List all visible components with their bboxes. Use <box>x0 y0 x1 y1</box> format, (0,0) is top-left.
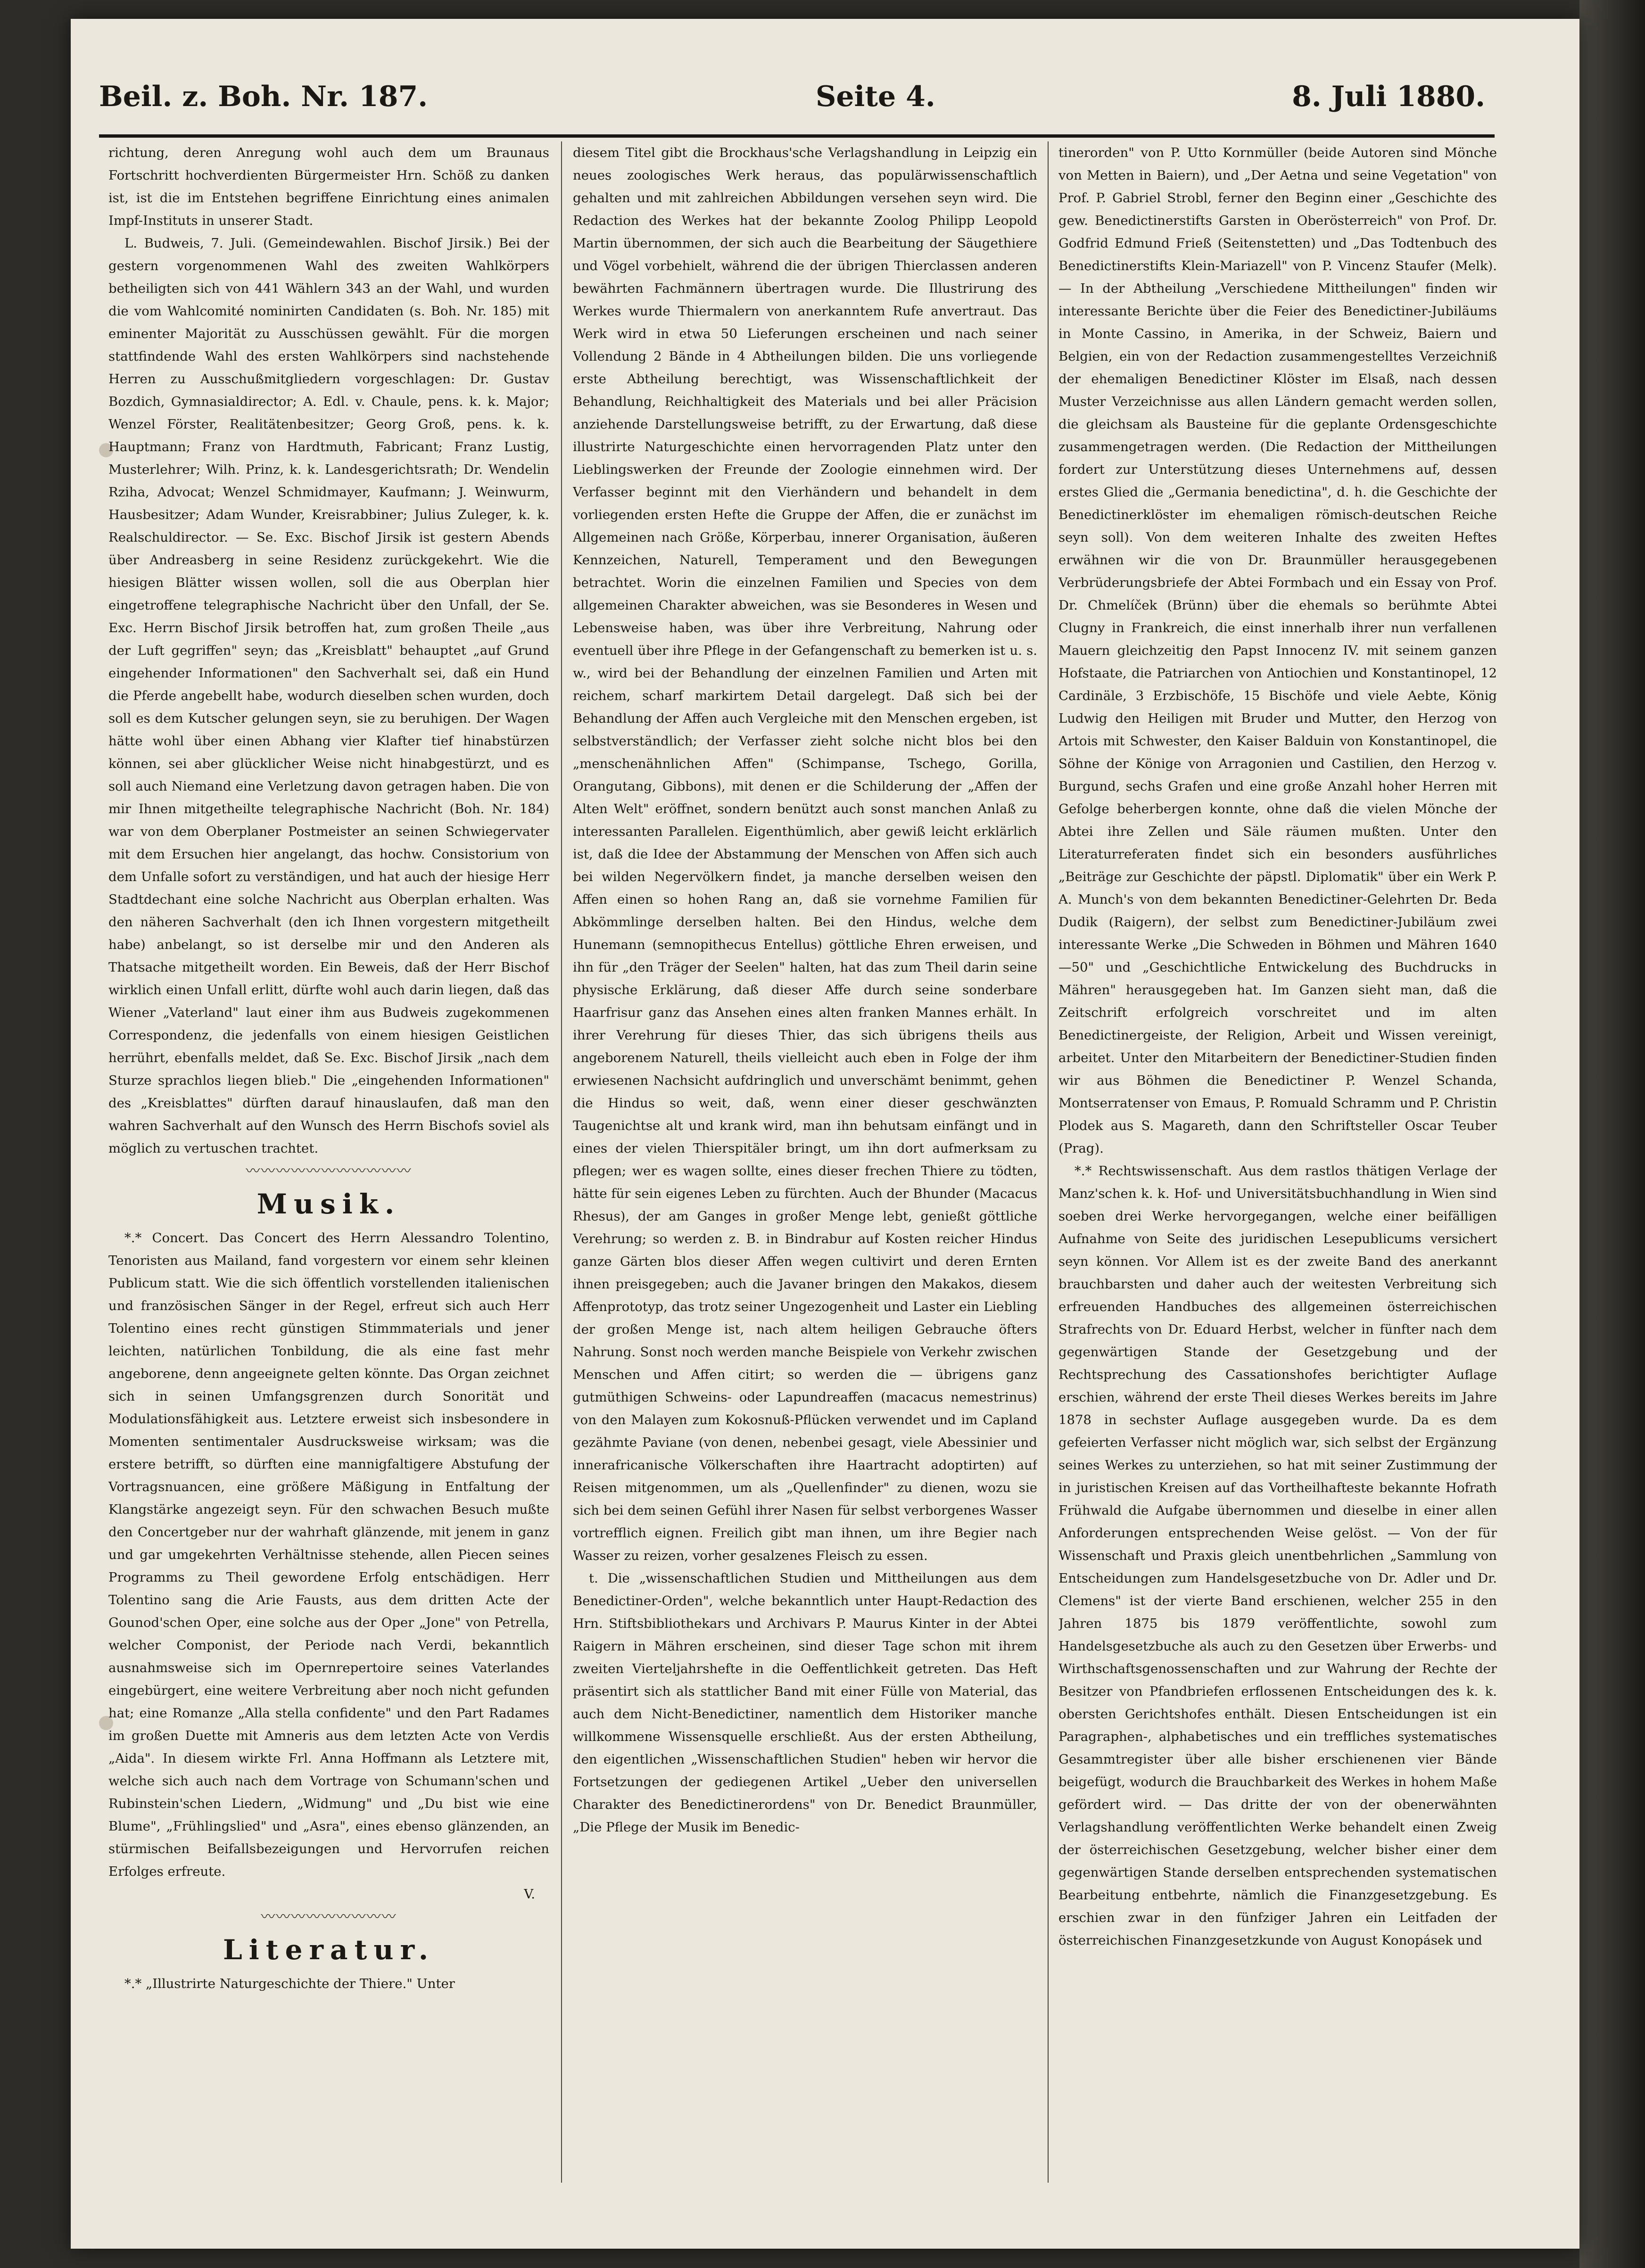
section-title-musik: Musik. <box>256 1188 401 1220</box>
section-title-literatur: Literatur. <box>223 1934 435 1966</box>
ornament-divider: 〰〰〰〰〰〰〰〰〰 <box>261 1909 397 1925</box>
article-concert: *.* Concert. Das Concert des Herrn Alessandro Tolentino, Tenoristen aus Mailand, fand vorgestern vor einem sehr kleinen Publicum statt. Wie die sich öffentlich vorstellenden italienischen und französischen Sänger in der Regel, erfreut sich auch Herr Tolentino eines recht günstigen Stimmmaterials und jener leichten, natürlichen Tonbildung, die als eine fast mehr angeborene, denn angeeignete gelten könnte. Das Organ zeichnet sich in seinen Umfangsgrenzen durch Sonorität und Modulationsfähigkeit aus. Letztere erweist sich insbesondere in Momenten sentimentaler Ausdrucksweise wirksam; was die erstere betrifft, so dürften eine mannigfaltigere Abstufung der Vortragsnuancen, eine größere Mäßigung in Entfaltung der Klangstärke angezeigt seyn. Für den schwachen Besuch mußte den Concertgeber nur der wahrhaft glänzende, mit jenem in ganz und gar umgekehrten Verhältnisse stehende, allen Piecen seines Programms zu Theil gewordene Erfolg entschädigen. Herr Tolentino sang die Arie Fausts, aus dem dritten Acte der Gounod'schen Oper, eine solche aus der Oper „Jone" von Petrella, welcher Componist, der Periode nach Verdi, bekanntlich ausnahmsweise sich im Opernrepertoire seines Vaterlandes eingebürgert, eine weitere Verbreitung aber noch nicht gefunden hat; eine Romanze „Alla stella confidente" und den Part Radames im großen Duette mit Amneris aus dem letzten Acte von Verdis „Aida". In diesem wirkte Frl. Anna Hoffmann als Letztere mit, welche sich auch nach dem Vortrage von Schumann'schen und Rubinstein'schen Liedern, „Widmung" und „Du bist wie eine Blume", „Frühlingslied" und „Asra", eines ebenso glänzenden, an stürmischen Beifallsbezeigungen und Hervorrufen reichen Erfolges erfreute. <box>108 1230 549 1879</box>
header-date: 8. Juli 1880. <box>1292 80 1485 113</box>
article-benedictiner-continued: tinerorden" von P. Utto Kornmüller (beide Autoren sind Mönche von Metten in Baiern), und „Der Aetna und seine Vegetation" von Prof. P. Gabriel Strobl, ferner den Beginn einer „Geschichte des gew. Benedictinerstifts Garsten in Oberösterreich" von Prof. Dr. Godfrid Edmund Frieß (Seitenstetten) und „Das Todtenbuch des Benedictinerstifts Klein-Mariazell" von P. Vincenz Staufer (Melk). — In der Abtheilung „Verschiedene Mittheilungen" finden wir interessante Berichte über die Feier des Benedictiner-Jubiläums in Monte Cassino, in Amerika, in der Schweiz, Baiern und Belgien, ein von der Redaction zusammengestelltes Verzeichniß der ehemaligen Benedictiner Klöster im Elsaß, nach dessen Muster Verzeichnisse aus allen Ländern gemacht werden sollen, die gleichsam als Bausteine für die geplante Ordensgeschichte zusammengetragen werden. (Die Redaction der Mittheilungen fordert zur Unterstützung dieses Unternehmens auf, dessen erstes Glied die „Germania benedictina", d. h. die Geschichte der Benedictinerklöster im ehemaligen römisch-deutschen Reiche seyn soll). Von dem weiteren Inhalte des zweiten Heftes erwähnen wir die von Dr. Braunmüller herausgegebenen Verbrüderungsbriefe der Abtei Formbach und ein Essay von Prof. Dr. Chmelíček (Brünn) über die ehemals so berühmte Abtei Clugny in Frankreich, die einst innerhalb ihrer nun verfallenen Mauern gleichzeitig den Papst Innocenz IV. mit seinem ganzen Hofstaate, die Patriarchen von Antiochien und Konstantinopel, 12 Cardinäle, 3 Erzbischöfe, 15 Bischöfe und viele Aebte, König Ludwig den Heiligen mit Bruder und Mutter, den Herzog von Artois mit Schwester, den Kaiser Balduin von Konstantinopel, die Söhne der Könige von Arragonien und Castilien, den Herzog v. Burgund, sechs Grafen und eine große Anzahl hoher Herren mit Gefolge beherbergen konnte, ohne daß die vielen Mönche der Abtei ihre Zellen und Säle räumen mußten. Unter den Literaturreferaten findet sich ein besonders ausführliches „Beiträge zur Geschichte der päpstl. Diplomatik" über ein Werk P. A. Munch's von dem bekannten Benedictiner-Gelehrten Dr. Beda Dudik (Raigern), der selbst zum Benedictiner-Jubiläum zwei interessante Werke „Die Schweden in Böhmen und Mähren 1640—50" und „Geschichtliche Entwickelung des Buchdrucks in Mähren" herausgegeben hat. Im Ganzen sieht man, daß die Zeitschrift erfolgreich vorschreitet und im alten Benedictinergeiste, der Religion, Arbeit und Wissen vereinigt, arbeitet. Unter den Mitarbeitern der Benedictiner-Studien finden wir aus Böhmen die Benedictiner P. Wenzel Schanda, Montserratenser von Emaus, P. Romuald Schramm und P. Christin Plodek aus S. Magareth, dann den Schriftsteller Oscar Teuber (Prag). <box>1058 145 1497 1156</box>
header-rule <box>99 134 1495 138</box>
column-1 <box>108 141 549 2183</box>
article-naturgeschichte: diesem Titel gibt die Brockhaus'sche Verlagshandlung in Leipzig ein neues zoologisches Werk heraus, das populärwissenschaftlich gehalten und mit zahlreichen Abbildungen versehen seyn wird. Die Redaction des Werkes hat der bekannte Zoolog Philipp Leopold Martin übernommen, der sich auch die Bearbeitung der Säugethiere und Vögel vorbehielt, während die der übrigen Thierclassen anderen bewährten Fachmännern übertragen wurde. Die Illustrirung des Werkes wurde Thiermalern von anerkanntem Rufe anvertraut. Das Werk wird in etwa 50 Lieferungen erscheinen und nach seiner Vollendung 2 Bände in 4 Abtheilungen bilden. Die uns vorliegende erste Abtheilung berechtigt, was Wissenschaftlichkeit der Behandlung, Reichhaltigkeit des Materials und bei aller Präcision anziehende Darstellungsweise betrifft, zu der Erwartung, daß diese illustrirte Naturgeschichte einen hervorragenden Platz unter den Lieblingswerken der Freunde der Zoologie einnehmen wird. Der Verfasser beginnt mit den Vierhändern und behandelt in dem vorliegenden ersten Hefte die Gruppe der Affen, die er zunächst im Allgemeinen nach Größe, Körperbau, innerer Organisation, äußeren Kennzeichen, Naturell, Temperament und den Bewegungen betrachtet. Worin die einzelnen Familien und Species von dem allgemeinen Charakter abweichen, was sie Besonderes in Wesen und Lebensweise haben, was über ihre Verbreitung, Nahrung oder eventuell über ihre Pflege in der Gefangenschaft zu bemerken ist u. s. w., wird bei der Behandlung der einzelnen Familien und Arten mit reichem, scharf markirtem Detail dargelegt. Daß sich bei der Behandlung der Affen auch Vergleiche mit den Menschen ergeben, ist selbstverständlich; der Verfasser zieht solche nicht blos bei den „menschenähnlichen Affen" (Schimpanse, Tschego, Gorilla, Orangutang, Gibbons), mit denen er die Schilderung der „Affen der Alten Welt" eröffnet, sondern benützt auch sonst manchen Anlaß zu interessanten Parallelen. Eigenthümlich, aber gewiß leicht erklärlich ist, daß die Idee der Abstammung der Menschen von Affen sich auch bei wilden Negervölkern findet, ja manche derselben weisen den Affen einen so hohen Rang an, daß sie vornehme Familien für Abkömmlinge derselben halten. Bei den Hindus, welche dem Hunemann (semnopithecus Entellus) göttliche Ehren erweisen, und ihn für „den Träger der Seelen" halten, hat das zum Theil darin seine physische Erklärung, daß dieser Affe durch seine sonderbare Haarfrisur ganz das Ansehen eines alten franken Mannes erhält. In ihrer Verehrung für dieses Thier, das sich übrigens theils aus angeborenem Naturell, theils vielleicht auch eben in Folge der ihm erwiesenen Nachsicht aufdringlich und unverschämt benimmt, gehen die Hindus so weit, daß, wenn einer dieser geschwänzten Taugenichtse alt und krank wird, man ihn behutsam einfängt und in eines der vielen Thierspitäler bringt, um ihn dort aufmerksam zu pflegen; wer es wagen sollte, eines dieser frechen Thiere zu tödten, hätte für sein eigenes Leben zu fürchten. Auch der Bhunder (Macacus Rhesus), der am Ganges in großer Menge lebt, genießt göttliche Verehrung; so werden z. B. in Bindrabur auf Kosten reicher Hindus ganze Gärten blos dieser Affen wegen cultivirt und deren Ernten ihnen preisgegeben; auch die Javaner bringen den Makakos, diesem Affenprototyp, das trotz seiner Ungezogenheit und Laster ein Liebling der großen Menge ist, nach altem heiligen Gebrauche öfters Nahrung. Sonst noch werden manche Beispiele von Verkehr zwischen Menschen und Affen citirt; so werden die — übrigens ganz gutmüthigen Schweins- oder Lapundreaffen (macacus nemestrinus) von den Malayen zum Kokosnuß-Pflücken verwendet und im Capland gezähmte Paviane (von denen, nebenbei gesagt, viele Abessinier und innerafricanische Völkerschaften ihre Haartracht adoptirten) auf Reisen mitgenommen, um als „Quellenfinder" zu dienen, wozu sie sich bei dem seinen Gefühl ihrer Nasen für selbst verborgenes Wasser vortrefflich eignen. Freilich gibt man ihnen, um ihre Begier nach Wasser zu reizen, vorher gesalzenes Fleisch zu essen. <box>573 145 1037 1563</box>
article-signoff: V. <box>524 1887 535 1902</box>
ornament-divider: 〰〰〰〰〰〰〰〰〰〰〰 <box>246 1163 412 1179</box>
article-naturgeschichte-start: *.* „Illustrirte Naturgeschichte der Thiere." Unter <box>124 1976 455 1991</box>
page-header <box>99 71 1485 123</box>
article-benedictiner-studien: t. Die „wissenschaftlichen Studien und Mittheilungen aus dem Benedictiner-Orden", welche bekanntlich unter Haupt-Redaction des Hrn. Stiftsbibliothekars und Archivars P. Maurus Kinter in der Abtei Raigern in Mähren erscheinen, sind dieser Tage schon mit ihrem zweiten Vierteljahrshefte in die Oeffentlichkeit getreten. Das Heft präsentirt sich als stattlicher Band mit einer Fülle von Material, das auch dem Nicht-Benedictiner, namentlich dem Historiker manche willkommene Wissensquelle erschließt. Aus der ersten Abtheilung, den eigentlichen „Wissenschaftlichen Studien" heben wir hervor die Fortsetzungen der gediegenen Artikel „Ueber den universellen Charakter des Benedictinerordens" von Dr. Benedict Braunmüller, „Die Pflege der Musik im Benedic- <box>573 1571 1037 1835</box>
header-issue: Beil. z. Boh. Nr. 187. <box>99 80 428 113</box>
page-edge-shadow <box>1579 0 1645 2268</box>
column-divider <box>1048 141 1049 2183</box>
article-paragraph: richtung, deren Anregung wohl auch dem um Braunaus Fortschritt hochverdienten Bürgermeister Hrn. Schöß zu danken ist, ist die im Entstehen begriffene Einrichtung eines animalen Impf-Instituts in unserer Stadt. <box>108 145 549 228</box>
column-2 <box>573 141 1037 2183</box>
article-budweis: L. Budweis, 7. Juli. (Gemeindewahlen. Bischof Jirsik.) Bei der gestern vorgenommenen Wahl des zweiten Wahlkörpers betheiligten sich von 441 Wählern 343 an der Wahl, und wurden die vom Wahlcomité nominirten Candidaten (s. Boh. Nr. 185) mit eminenter Majorität zu Ausschüssen gewählt. Für die morgen stattfindende Wahl des ersten Wahlkörpers sind nachstehende Herren zu Ausschußmitgliedern vorgeschlagen: Dr. Gustav Bozdich, Gymnasialdirector; A. Edl. v. Chaule, pens. k. k. Major; Wenzel Förster, Realitätenbesitzer; Georg Groß, pens. k. k. Hauptmann; Franz von Hardtmuth, Fabricant; Franz Lustig, Musterlehrer; Wilh. Prinz, k. k. Landesgerichtsrath; Dr. Wendelin Rziha, Advocat; Wenzel Schmidmayer, Kaufmann; J. Weinwurm, Hausbesitzer; Adam Wunder, Kreisrabbiner; Julius Zuleger, k. k. Realschuldirector. — Se. Exc. Bischof Jirsik ist gestern Abends über Andreasberg in seine Residenz zurückgekehrt. Wie die hiesigen Blätter wissen wollen, soll die aus Oberplan hier eingetroffene telegraphische Nachricht über den Unfall, der Se. Exc. Herrn Bischof Jirsik betroffen hat, zum großen Theile „aus der Luft gegriffen" seyn; das „Kreisblatt" behauptet „auf Grund eingehender Informationen" den Sachverhalt sei, daß ein Hund die Pferde angebellt habe, wodurch dieselben schen wurden, doch soll es dem Kutscher gelungen seyn, sie zu beruhigen. Der Wagen hätte wohl über einen Abhang vier Klafter tief hinabstürzen können, sei aber glücklicher Weise nicht hinabgestürzt, und es soll auch Niemand eine Verletzung davon getragen haben. Die von mir Ihnen mitgetheilte telegraphische Nachricht (Boh. Nr. 184) war von dem Oberplaner Postmeister an seinen Schwiegervater mit dem Ersuchen hier angelangt, das hochw. Consistorium von dem Unfalle sofort zu verständigen, und hat auch der hiesige Herr Stadtdechant eine solche Nachricht aus Oberplan erhalten. Was den näheren Sachverhalt (den ich Ihnen vorgestern mitgetheilt habe) anbelangt, so ist derselbe mir und den Anderen als Thatsache mitgetheilt worden. Ein Beweis, daß der Herr Bischof wirklich einen Unfall erlitt, dürfte wohl auch darin liegen, daß das Wiener „Vaterland" laut einer ihm aus Budweis zugekommenen Correspondenz, die jedenfalls von einem hiesigen Geistlichen herrührt, ebenfalls meldet, daß Se. Exc. Bischof Jirsik „nach dem Sturze sprachlos liegen blieb." Die „eingehenden Informationen" des „Kreisblattes" dürften darauf hinauslaufen, daß man den wahren Sachverhalt auf den Wunsch des Herrn Bischofs soviel als möglich zu vertuschen trachtet. <box>108 236 549 1156</box>
column-divider <box>561 141 562 2183</box>
column-3 <box>1058 141 1497 2183</box>
article-rechtswissenschaft: *.* Rechtswissenschaft. Aus dem rastlos thätigen Verlage der Manz'schen k. k. Hof- und Universitätsbuchhandlung in Wien sind soeben drei Werke hervorgegangen, welche einer beifälligen Aufnahme von Seite des juridischen Lesepublicums versichert seyn können. Vor Allem ist es der zweite Band des anerkannt brauchbarsten und daher auch der weitesten Verbreitung sich erfreuenden Handbuches des allgemeinen österreichischen Strafrechts von Dr. Eduard Herbst, welcher in fünfter nach dem gegenwärtigen Stande der Gesetzgebung und der Rechtsprechung des Cassationshofes berichtigter Auflage erschien, während der erste Theil dieses Werkes bereits im Jahre 1878 in sechster Auflage ausgegeben wurde. Da es dem gefeierten Verfasser nicht möglich war, sich selbst der Ergänzung seines Werkes zu unterziehen, so hat mit seiner Zustimmung der in juristischen Kreisen auf das Vortheilhafteste bekannte Hofrath Frühwald die Aufgabe übernommen und dieselbe in einer allen Anforderungen entsprechenden Weise gelöst. — Von der für Wissenschaft und Praxis gleich unentbehrlichen „Sammlung von Entscheidungen zum Handelsgesetzbuche von Dr. Adler und Dr. Clemens" ist der vierte Band erschienen, welcher 255 in den Jahren 1875 bis 1879 veröffentlichte, sowohl zum Handelsgesetzbuche als auch zu den Gesetzen über Erwerbs- und Wirthschaftsgenossenschaften und zur Wahrung der Rechte der Besitzer von Pfandbriefen erflossenen Entscheidungen des k. k. obersten Gerichtshofes enthält. Diesen Entscheidungen ist ein Paragraphen-, alphabetisches und ein treffliches systematisches Gesammtregister über alle bisher erschienenen vier Bände beigefügt, wodurch die Brauchbarkeit des Werkes in hohem Maße gefördert wird. — Das dritte der von der obenerwähnten Verlagshandlung veröffentlichten Werke behandelt einen Zweig der österreichischen Gesetzgebung, welcher bisher einer dem gegenwärtigen Stande derselben entsprechenden systematischen Bearbeitung entbehrte, nämlich die Finanzgesetzgebung. Es erschien zwar in den fünfziger Jahren ein Leitfaden der österreichischen Finanzgesetzkunde von August Konopásek und <box>1058 1163 1497 1948</box>
header-page-number: Seite 4. <box>816 80 935 113</box>
